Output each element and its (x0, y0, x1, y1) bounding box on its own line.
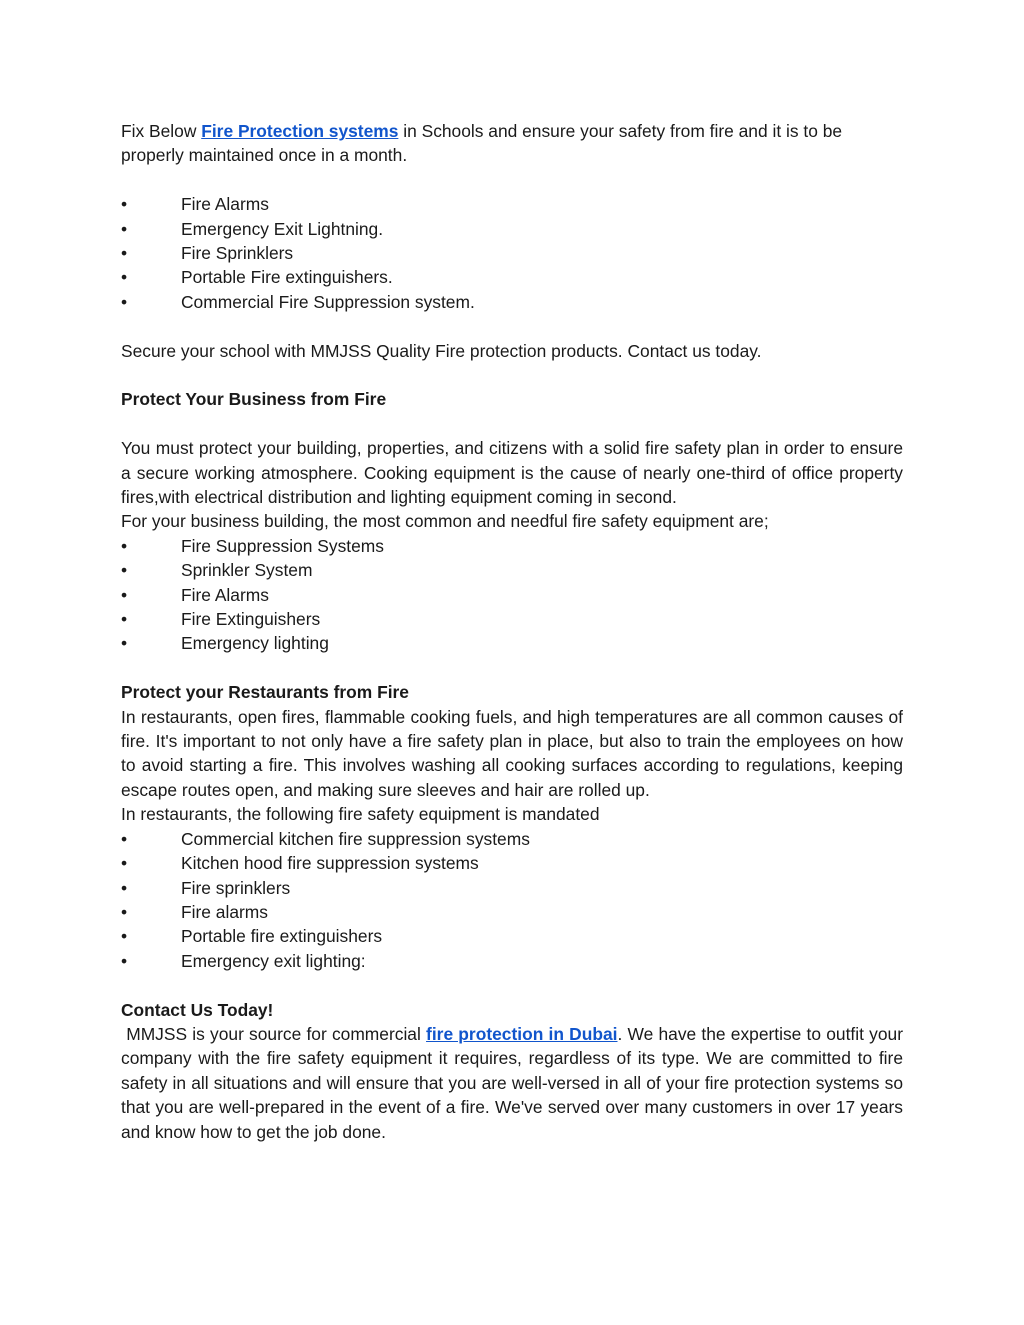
intro-paragraph (121, 119, 903, 168)
bullet-icon: • (121, 218, 128, 239)
bullet-icon: • (121, 926, 128, 947)
bullet-icon: • (121, 828, 128, 849)
list-item (121, 558, 903, 582)
bullet-icon: • (121, 243, 128, 264)
fire-protection-dubai-link[interactable]: fire protection in Dubai (426, 1023, 618, 1044)
fire-protection-systems-link[interactable]: Fire Protection systems (201, 121, 399, 141)
bullet-icon: • (121, 535, 128, 556)
list-item-text: Sprinkler System (181, 560, 313, 581)
list-item-text: Kitchen hood fire suppression systems (181, 853, 479, 874)
bullet-icon: • (121, 584, 128, 605)
list-item (121, 827, 903, 851)
list-item-text: Emergency Exit Lightning. (181, 218, 384, 239)
list-item-text: Commercial Fire Suppression system. (181, 291, 475, 312)
spacer (121, 363, 903, 387)
list-item (121, 924, 903, 948)
schools-equipment-list (121, 192, 903, 314)
bullet-icon: • (121, 194, 128, 215)
list-item-text: Fire Alarms (181, 194, 269, 215)
list-item-text: Commercial kitchen fire suppression systems (181, 828, 530, 849)
list-item (121, 192, 903, 216)
contact-suffix: . We have the expertise to outfit your company with the fire safety equipment it requires, regardless of its type. We are committed to fire safety in all situations and will ensure that you are well-versed in all of your fire protection systems so that you are well-prepared in the event of a fire. We've served over many customers in over 17 years and know how to get the job done. (121, 1023, 903, 1142)
business-list-intro: For your business building, the most common and needful fire safety equipment are; (121, 511, 769, 532)
list-item-text: Fire Extinguishers (181, 609, 321, 630)
list-item-text: Fire sprinklers (181, 877, 291, 898)
list-item-text: Fire Suppression Systems (181, 535, 384, 556)
intro-prefix: Fix Below (121, 121, 202, 141)
list-item-text: Fire Alarms (181, 584, 269, 605)
restaurants-heading: Protect your Restaurants from Fire (121, 682, 409, 703)
contact-heading: Contact Us Today! (121, 999, 274, 1020)
schools-cta: Secure your school with MMJSS Quality Fire protection products. Contact us today. (121, 340, 762, 361)
list-item (121, 217, 903, 241)
business-heading: Protect Your Business from Fire (121, 389, 387, 410)
list-item (121, 265, 903, 289)
restaurants-equipment-list (121, 827, 903, 973)
list-item-text: Portable fire extinguishers (181, 926, 383, 947)
spacer (121, 412, 903, 436)
bullet-icon: • (121, 901, 128, 922)
spacer (121, 973, 903, 997)
intro-suffix: in Schools and ensure your safety from fire and it is to be properly maintained once in a month. (121, 121, 843, 166)
list-item (121, 900, 903, 924)
bullet-icon: • (121, 950, 128, 971)
list-item (121, 631, 903, 655)
list-item-text: Fire alarms (181, 901, 268, 922)
bullet-icon: • (121, 877, 128, 898)
bullet-icon: • (121, 291, 128, 312)
contact-paragraph (121, 1022, 903, 1144)
document-page (121, 119, 903, 1144)
list-item-text: Fire Sprinklers (181, 243, 294, 264)
restaurants-paragraph: In restaurants, open fires, flammable cooking fuels, and high temperatures are all common causes of fire. It's important to not only have a fire safety plan in place, but also to train the employees on how to avoid starting a fire. This involves washing all cooking surfaces according to regulations, keeping escape routes open, and making sure sleeves and hair are rolled up. (121, 706, 903, 800)
list-item (121, 241, 903, 265)
list-item (121, 851, 903, 875)
bullet-icon: • (121, 609, 128, 630)
bullet-icon: • (121, 633, 128, 654)
spacer (121, 656, 903, 680)
list-item (121, 607, 903, 631)
spacer (121, 168, 903, 192)
list-item-text: Emergency exit lighting: (181, 950, 366, 971)
list-item (121, 949, 903, 973)
bullet-icon: • (121, 853, 128, 874)
bullet-icon: • (121, 560, 128, 581)
list-item-text: Emergency lighting (181, 633, 329, 654)
list-item (121, 290, 903, 314)
list-item (121, 583, 903, 607)
business-paragraph: You must protect your building, properties, and citizens with a solid fire safety plan in order to ensure a secure working atmosphere. Cooking equipment is the cause of nearly one-third of office property fires,with electrical distribution and lighting equipment coming in second. (121, 438, 903, 508)
spacer (121, 314, 903, 338)
list-item-text: Portable Fire extinguishers. (181, 267, 393, 288)
list-item (121, 534, 903, 558)
restaurants-list-intro: In restaurants, the following fire safety equipment is mandated (121, 804, 600, 825)
contact-prefix: MMJSS is your source for commercial (121, 1023, 427, 1044)
list-item (121, 876, 903, 900)
bullet-icon: • (121, 267, 128, 288)
business-equipment-list (121, 534, 903, 656)
